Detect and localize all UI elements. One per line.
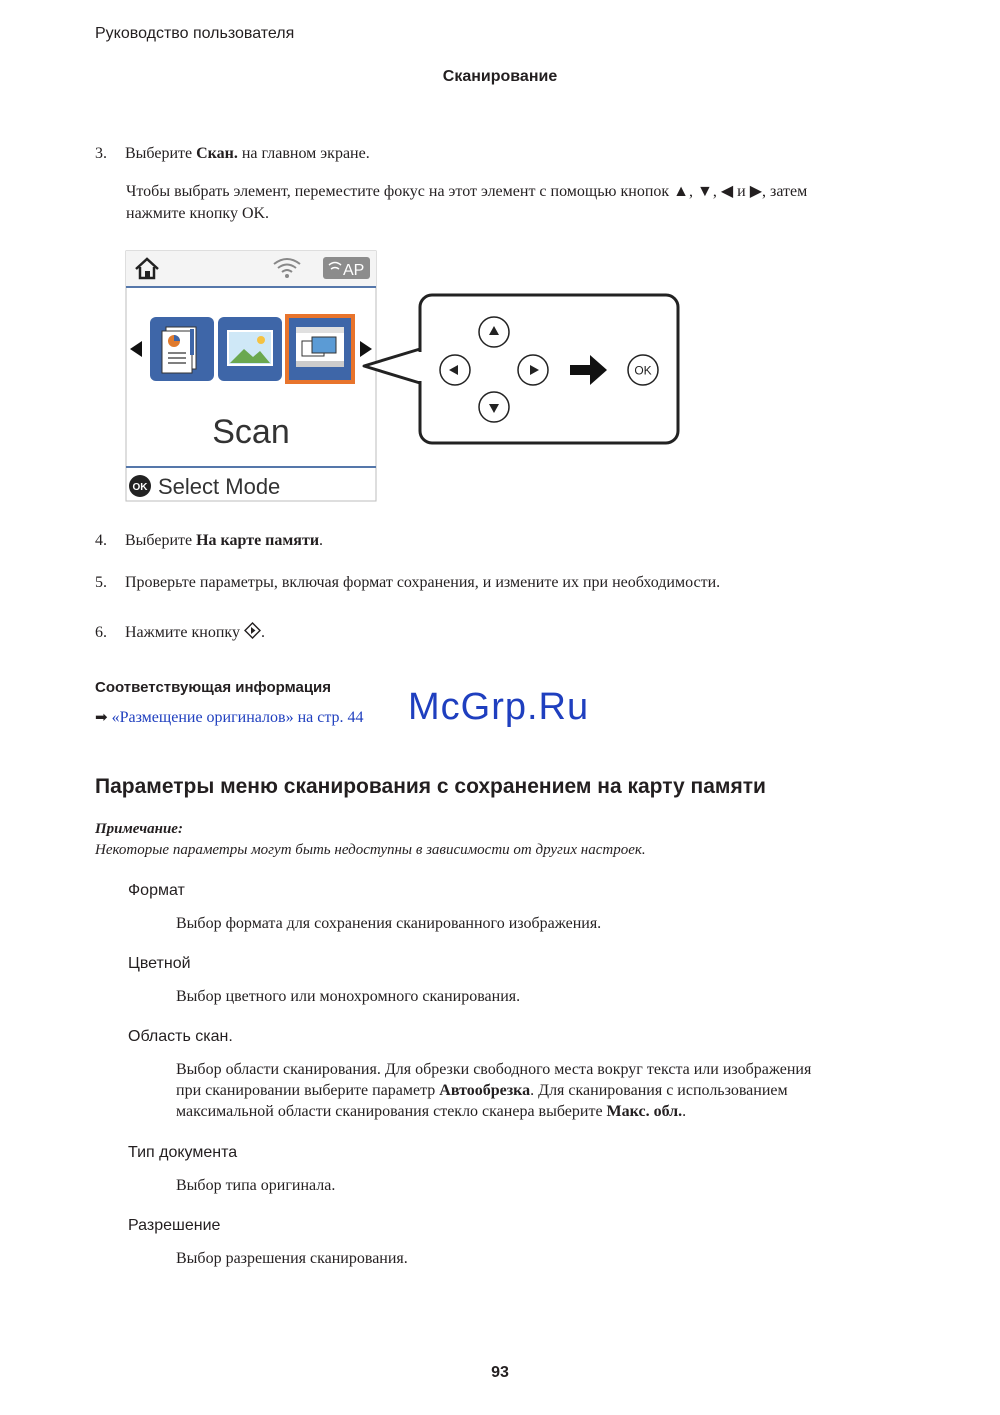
separator: , [712,183,721,200]
setting-name: Макс. обл. [606,1103,683,1120]
watermark: McGrp.Ru [408,686,590,728]
step-text: . [319,532,324,549]
option-resolution-title: Разрешение [128,1217,221,1234]
step-text: Нажмите кнопку [125,624,244,641]
placing-originals-link[interactable]: «Размещение оригиналов» на стр. 44 [111,709,364,726]
step-3-instruction [126,181,906,225]
instruction-text: , затем [762,183,808,200]
start-button-icon [244,622,261,639]
step-text: на главном экране. [237,145,370,162]
instruction-text: нажмите кнопку OK. [126,205,270,222]
ok-button [628,355,658,385]
option-doctype-desc: Выбор типа оригинала. [176,1177,336,1194]
step-text: . [260,624,265,641]
right-button [518,355,548,385]
step-number: 6. [95,624,107,641]
note-label: Примечание: [95,821,183,837]
step-text: Проверьте параметры, включая формат сохранения, и измените их при необходимости. [125,574,721,591]
desc-text: при сканировании выберите параметр [176,1082,440,1099]
photo-mode-icon [218,317,282,381]
copy-mode-icon [150,317,214,381]
wifi-direct-ap-icon [323,257,370,279]
option-doctype-title: Тип документа [128,1144,238,1161]
separator: , [689,183,697,200]
up-button [479,317,509,347]
lcd-footer-text: Select Mode [158,474,281,499]
step-4 [95,532,323,550]
right-arrow-icon: ▶ [749,183,763,200]
note-text: Некоторые параметры могут быть недоступны в зависимости от других настроек. [95,842,646,858]
ok-button-label: OK [634,363,652,378]
manual-title: Руководство пользователя [95,25,295,42]
down-button [479,392,509,422]
related-info-title: Соответствующая информация [95,679,332,696]
lcd-mode-label: Scan [212,413,290,451]
control-panel-illustration [120,245,690,507]
ap-label: AP [343,262,365,279]
lcd-ok-label: OK [132,482,148,493]
left-arrow-icon: ◀ [720,183,734,200]
page-number: 93 [491,1364,509,1381]
setting-name: Автообрезка [439,1082,531,1099]
step-number: 5. [95,574,107,591]
menu-item-name: Скан. [196,145,238,162]
menu-item-name: На карте памяти [196,532,320,549]
arrow-right-icon: ➡ [95,708,108,726]
chapter-title: Сканирование [442,68,558,85]
option-format-title: Формат [128,882,185,899]
instruction-text: Чтобы выбрать элемент, переместите фокус на этот элемент с помощью кнопок [126,183,674,200]
left-button [440,355,470,385]
option-format-desc: Выбор формата для сохранения сканированного изображения. [176,915,602,932]
step-3 [95,145,370,163]
step-number: 4. [95,532,107,549]
related-link-row [95,708,364,727]
option-area-title: Область скан. [128,1028,233,1045]
option-area-desc [176,1059,896,1122]
desc-text: . Для сканирования с использованием [530,1082,788,1099]
conjunction: и [733,183,750,200]
option-resolution-desc: Выбор разрешения сканирования. [176,1250,408,1267]
down-arrow-icon: ▼ [697,183,713,200]
step-5 [95,574,720,592]
option-color-title: Цветной [128,955,191,972]
step-text: Выберите [125,145,197,162]
step-6 [95,622,265,642]
step-text: Выберите [125,532,197,549]
option-color-desc: Выбор цветного или монохромного сканирования. [176,988,521,1005]
desc-text: . [682,1103,687,1120]
scan-mode-icon [287,316,353,382]
up-arrow-icon: ▲ [673,183,689,200]
section-title: Параметры меню сканирования с сохранением на карту памяти [95,775,766,798]
desc-text: максимальной области сканирования стекло сканера выберите [176,1103,607,1120]
desc-text: Выбор области сканирования. Для обрезки свободного места вокруг текста или изображения [176,1061,812,1078]
step-number: 3. [95,145,107,162]
